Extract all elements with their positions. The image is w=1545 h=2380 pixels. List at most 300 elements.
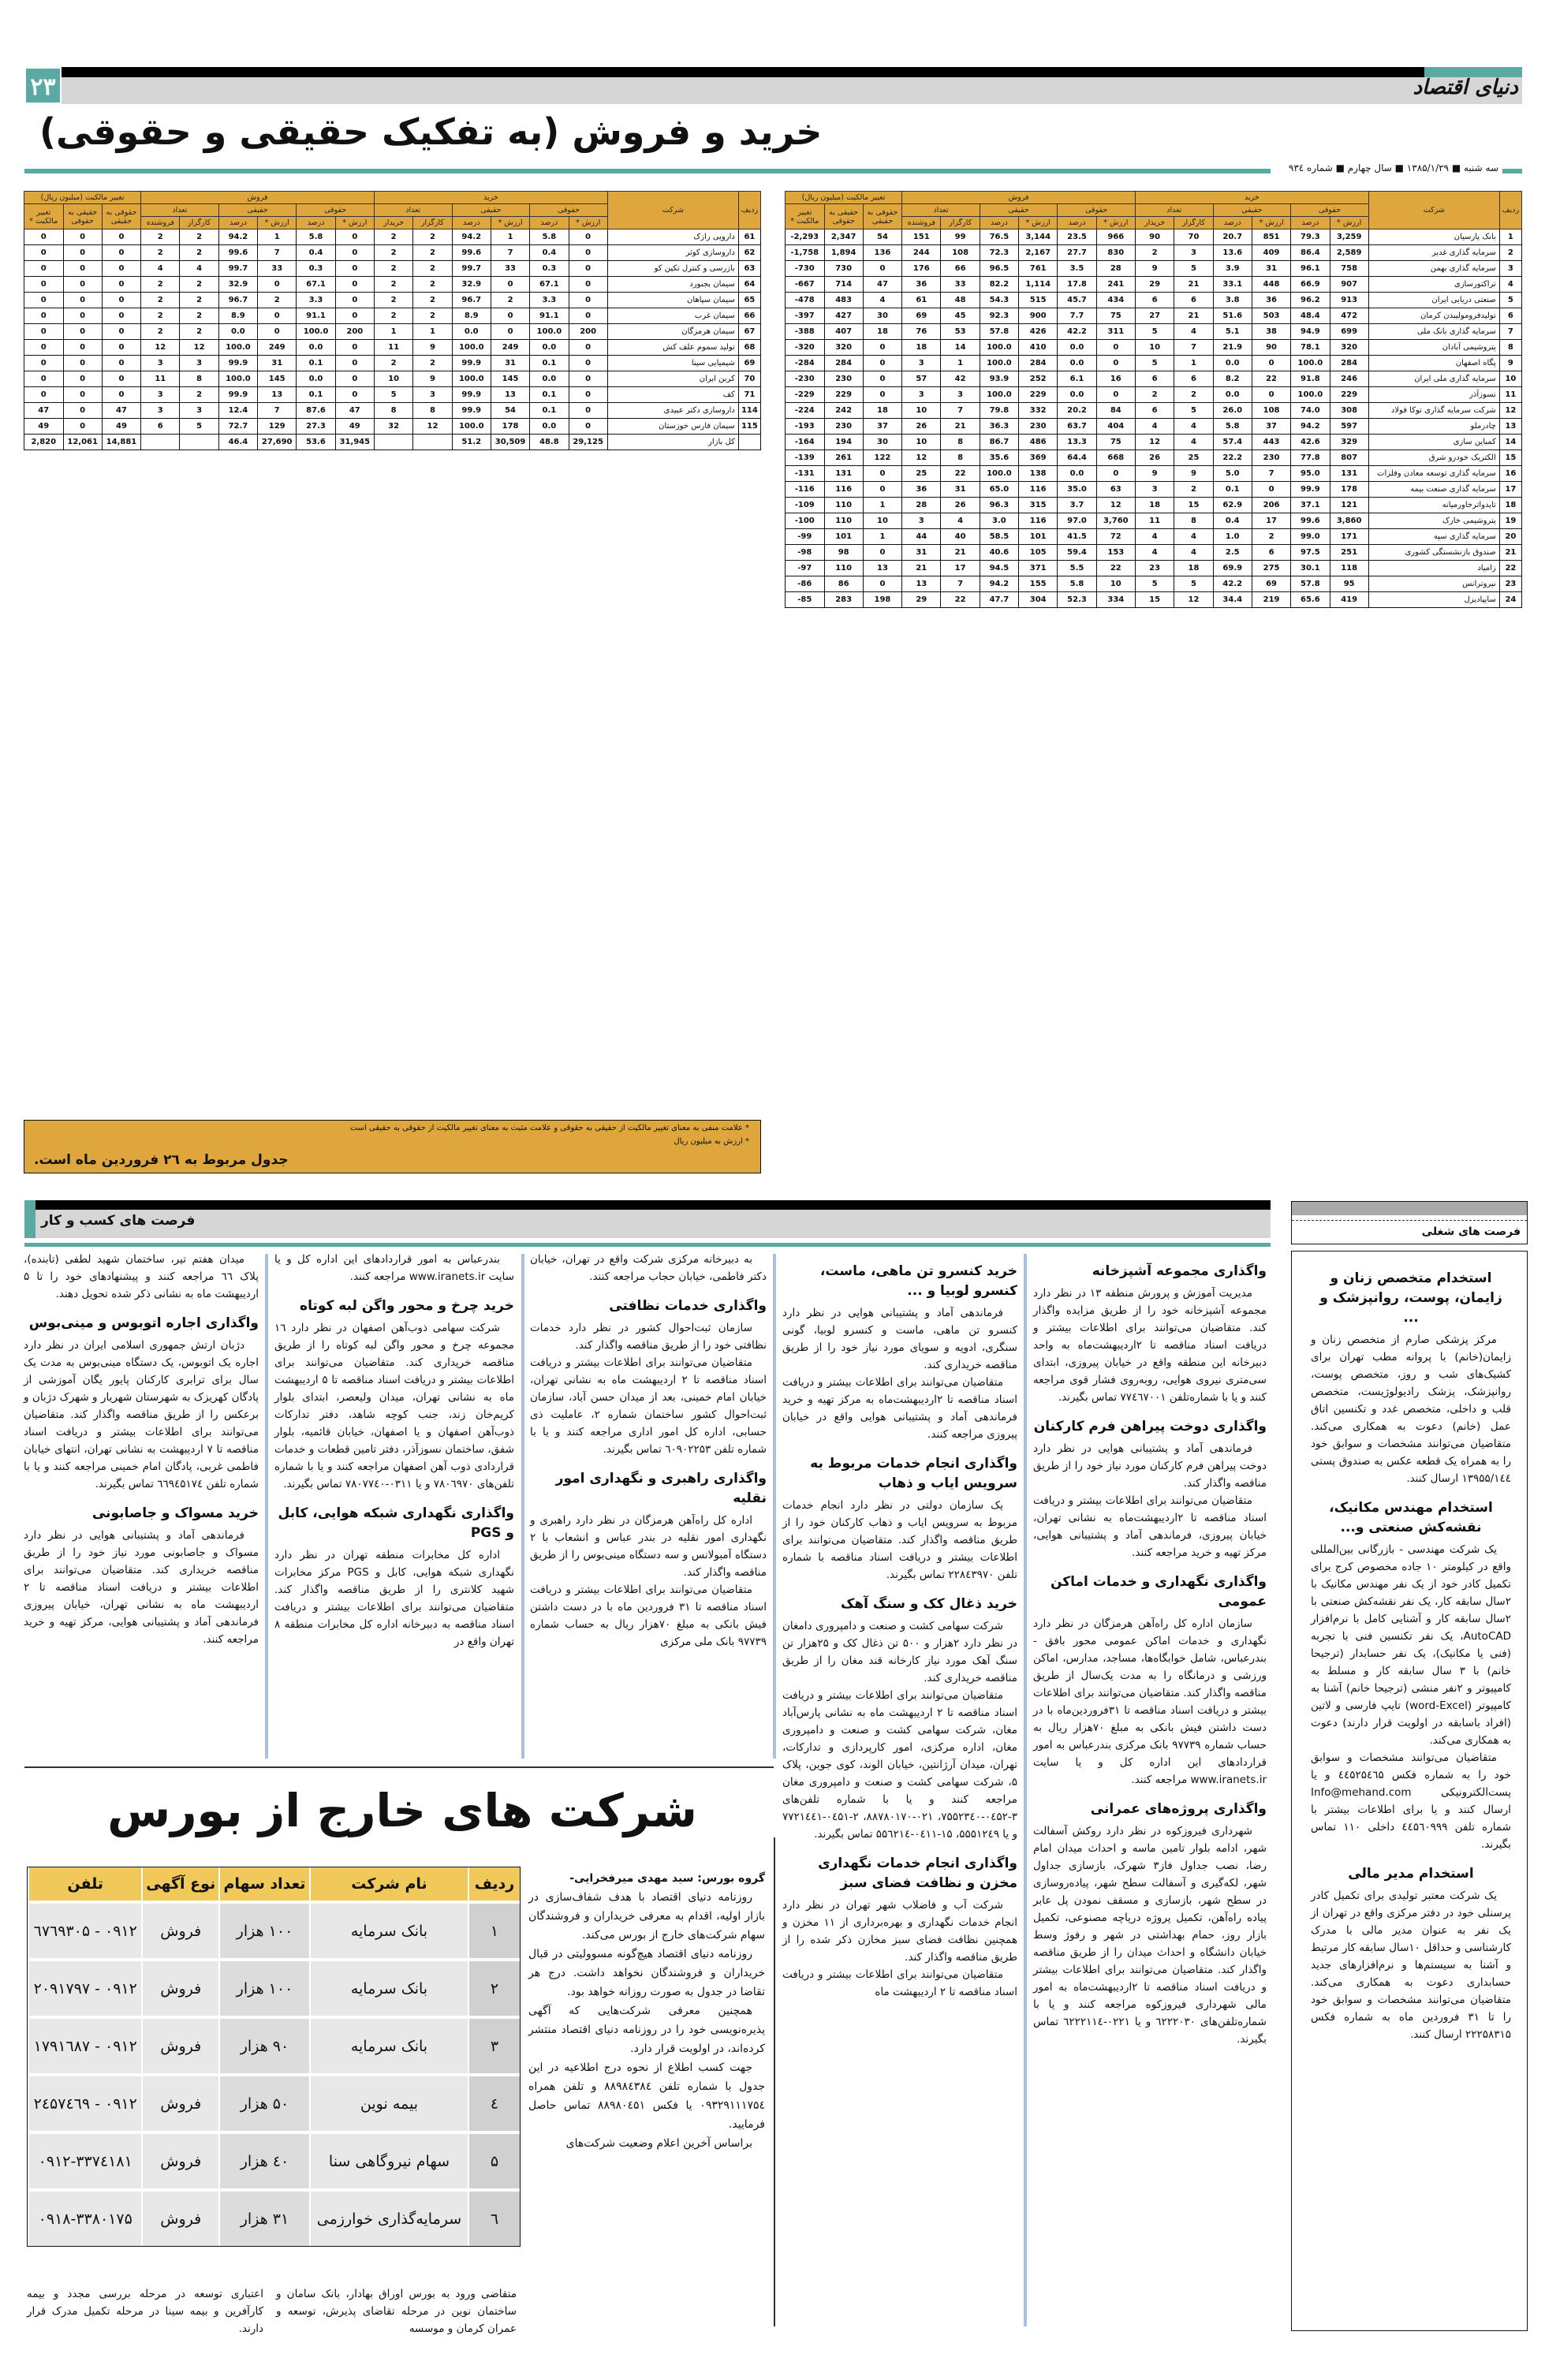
cell-value: 0 (335, 340, 374, 356)
cell-value: 486 (1019, 435, 1058, 450)
cell-value: 4 (863, 293, 901, 308)
company-name: کف (607, 387, 738, 403)
table-row (786, 545, 1522, 561)
otc-rank: ۳ (468, 2016, 520, 2073)
cell-value: 12 (180, 340, 218, 356)
cell-value: 3.3 (530, 293, 569, 308)
otc-header: نام شرکت (309, 1867, 468, 1901)
cell-value: 2 (1135, 387, 1174, 403)
company-name: تایدواترخاورمیانه (1368, 498, 1499, 513)
cell-value: 404 (1096, 419, 1135, 435)
cell-value: 48 (941, 293, 980, 308)
cell-value: 145 (491, 371, 529, 387)
cell-value: 0 (1096, 466, 1135, 482)
cell-value: 12,061 (63, 435, 102, 450)
cell-value: 2 (180, 245, 218, 261)
cell-value: 30 (863, 308, 901, 324)
cell-value: 0 (569, 419, 607, 435)
row-rank: 20 (1499, 529, 1521, 545)
cell-value: 105 (1019, 545, 1058, 561)
cell-value: 35.0 (1058, 482, 1096, 498)
row-rank: 10 (1499, 371, 1521, 387)
otc-ad-type: فروش (141, 2188, 218, 2246)
cell-value: 97.5 (1291, 545, 1330, 561)
table-row (786, 371, 1522, 387)
cell-value: 76.5 (980, 229, 1018, 245)
company-name: پتروشیمی خارک (1368, 513, 1499, 529)
cell-value: 45 (941, 308, 980, 324)
company-name: سایپادیزل (1368, 592, 1499, 608)
cell-value: 230 (1252, 450, 1290, 466)
cell-value: 503 (1252, 308, 1290, 324)
cell-value: 0 (63, 356, 102, 371)
cell-value: 0 (569, 387, 607, 403)
cell-value: 2.5 (1213, 545, 1252, 561)
header-value: ارزش * (335, 217, 374, 229)
cell-value: 99.9 (218, 356, 257, 371)
table-row (24, 324, 761, 340)
cell-value: 200 (335, 324, 374, 340)
cell-value: 0 (102, 293, 140, 308)
masthead-band (24, 77, 1522, 104)
cell-value: 9 (1174, 466, 1213, 482)
cell-value: 25 (1174, 450, 1213, 466)
cell-value: 18 (1174, 561, 1213, 576)
header-rank: ردیف (1499, 192, 1521, 229)
cell-value: -139 (786, 450, 825, 466)
header-natural: حقیقی (218, 204, 297, 217)
cell-value: 9 (413, 340, 452, 356)
cell-value: 25 (902, 466, 941, 482)
cell-value: 0 (63, 293, 102, 308)
otc-row (28, 2188, 520, 2246)
cell-value: 219 (1252, 592, 1290, 608)
ad-item (274, 1296, 514, 1493)
cell-value: 0 (63, 387, 102, 403)
otc-title: شرکت های خارج از بورس (107, 1784, 697, 1837)
cell-value: -230 (786, 371, 825, 387)
cell-value: 0 (24, 277, 64, 293)
company-name: کل بازار (607, 435, 738, 450)
cell-value: 4 (141, 261, 180, 277)
cell-value: 304 (1019, 592, 1058, 608)
cell-value: 6 (141, 419, 180, 435)
header-count: تعداد (374, 204, 452, 217)
ad-body: شرکت سهامی کشت و صنعت و دامپروری دامغان در نظر دارد ۲هزار و ۵۰۰ تن ذغال کک و ۲۵هزار تن سنگ آهک مورد نیاز کارخانه قند مغان را از طریق مناقصه خریداری کند. (782, 1620, 1017, 1684)
cell-value: 13.6 (1213, 245, 1252, 261)
cell-value: 229 (824, 387, 863, 403)
table-row (786, 387, 1522, 403)
header-legal: حقوقی (1058, 204, 1136, 217)
cell-value: 2 (1252, 529, 1290, 545)
cell-value: 63 (1096, 482, 1135, 498)
column-rule (1024, 1254, 1027, 2326)
cell-value: 3,860 (1330, 513, 1368, 529)
cell-value: 48.8 (530, 435, 569, 450)
cell-value: 27 (1135, 308, 1174, 324)
header-count: تعداد (1135, 204, 1213, 217)
row-rank: 66 (738, 308, 760, 324)
cell-value: 315 (1019, 498, 1058, 513)
cell-value: 4 (1135, 419, 1174, 435)
header-ownership-change: تغییر مالکیت (میلیون ریال) (786, 192, 902, 204)
cell-value: 100.0 (297, 324, 335, 340)
cell-value: 153 (1096, 545, 1135, 561)
company-name: چادرملو (1368, 419, 1499, 435)
ad-body: مرکز پزشکی صارم از متخصص زنان و زایمان(خانم) با پروانه مطب تهران برای کشیک‌های شب و روز، متخصص پوست، روانپزشک، پزشک رادیولوژیست، متخصص قلب و داخلی، متخصص غدد و تکنسین اتاق عمل (خانم) دعوت به همکاری می‌کند. متقاضیان می‌توانند مشخصات و سوابق خود را به همراه یک قطعه عکس به صندوق پستی ۱۳۹۵۵/۱٤٤ ارسال کنند. (1311, 1334, 1511, 1485)
cell-value: 0.3 (530, 261, 569, 277)
company-name: کربن ایران (607, 371, 738, 387)
ad-item (530, 1251, 767, 1285)
cell-value: 8 (1174, 513, 1213, 529)
company-name: نسوزآذر (1368, 387, 1499, 403)
cell-value: 515 (1019, 293, 1058, 308)
cell-value: 13 (902, 576, 941, 592)
cell-value: 3.0 (980, 513, 1018, 529)
cell-value: 2 (413, 245, 452, 261)
cell-value: 75 (1096, 435, 1135, 450)
jobs-section-header (1291, 1201, 1528, 1244)
cell-value: 2 (141, 245, 180, 261)
cell-value: 94.2 (1291, 419, 1330, 435)
cell-value: 54.3 (980, 293, 1018, 308)
cell-value: 0 (63, 371, 102, 387)
cell-value: 7 (1174, 340, 1213, 356)
cell-value: 3,144 (1019, 229, 1058, 245)
cell-value: 320 (1330, 340, 1368, 356)
cell-value: 3 (180, 356, 218, 371)
cell-value: 3 (141, 387, 180, 403)
cell-value: 99.7 (452, 261, 491, 277)
cell-value: 0 (102, 371, 140, 387)
row-rank: 8 (1499, 340, 1521, 356)
divider (24, 1243, 1271, 1247)
cell-value: 0 (1096, 356, 1135, 371)
table-row (24, 277, 761, 293)
cell-value: 0 (863, 340, 901, 356)
cell-value: 47 (335, 403, 374, 419)
otc-shares: ۱۰۰ هزار (218, 1901, 309, 1958)
cell-value: 0 (569, 308, 607, 324)
cell-value: 3 (1135, 482, 1174, 498)
cell-value: 2,347 (824, 229, 863, 245)
cell-value: 329 (1330, 435, 1368, 450)
cell-value: 44 (902, 529, 941, 545)
ad-body: متقاضیان می‌توانند برای اطلاعات بیشتر و دریافت اسناد مناقصه تا ۲ اردیبهشت ماه (782, 1968, 1017, 1998)
otc-phone: ۰۹۱۲ - ۱۷۹۱٦۸۷ (28, 2016, 141, 2073)
ad-title: واگذاری نگهداری و خدمات اماکن عمومی (1050, 1574, 1267, 1610)
cell-value: 194 (824, 435, 863, 450)
cell-value: 51.6 (1213, 308, 1252, 324)
cell-value: 21 (1174, 308, 1213, 324)
header-natural: حقیقی (1213, 204, 1291, 217)
divider (24, 1766, 774, 1768)
cell-value: 0.0 (297, 340, 335, 356)
row-rank: 1 (1499, 229, 1521, 245)
otc-rank: ۱ (468, 1901, 520, 1958)
otc-header: تعداد سهام (218, 1867, 309, 1901)
cell-value: 13.3 (1058, 435, 1096, 450)
cell-value: 2 (374, 277, 412, 293)
row-rank: 67 (738, 324, 760, 340)
cell-value: 2,589 (1330, 245, 1368, 261)
cell-value: 0 (335, 371, 374, 387)
cell-value: 0 (102, 308, 140, 324)
cell-value: 7 (941, 403, 980, 419)
ad-title: واگذاری نگهداری شبکه هوایی، کابل و PGS (278, 1505, 514, 1541)
cell-value: 17 (941, 561, 980, 576)
ad-title: استخدام مدیر مالی (1348, 1866, 1474, 1882)
ad-item (1311, 1864, 1511, 2043)
cell-value: 2 (374, 293, 412, 308)
cell-value: 8 (180, 371, 218, 387)
cell-value: 1 (374, 324, 412, 340)
cell-value: 100.0 (218, 340, 257, 356)
cell-value: 49 (24, 419, 64, 435)
ad-title: واگذاری انجام خدمات نگهداری مخزن و نظافت فضای سبز (818, 1856, 1017, 1891)
cell-value: 284 (824, 356, 863, 371)
cell-value: 4 (1174, 435, 1213, 450)
cell-value: 6 (1174, 293, 1213, 308)
cell-value: 3.7 (1058, 498, 1096, 513)
row-rank: 63 (738, 261, 760, 277)
table-row (786, 245, 1522, 261)
table-footnote-box (24, 1120, 761, 1173)
cell-value: 241 (1096, 277, 1135, 293)
row-rank: 70 (738, 371, 760, 387)
cell-value: 31,945 (335, 435, 374, 450)
cell-value: 22 (941, 592, 980, 608)
header-ownership-change: تغییر مالکیت * (786, 204, 825, 229)
cell-value: 52.3 (1058, 592, 1096, 608)
ad-body: متقاضیان می‌توانند برای اطلاعات بیشتر و دریافت اسناد مناقصه تا ۲اردیبهشت‌ماه به نشانی تهران، خیابان پیروزی، فرماندهی آماد و پشتیبانی هوایی، مرکز تهیه و خرید مراجعه کنند. (1033, 1494, 1267, 1559)
section-bar (24, 1200, 1271, 1210)
ad-column-5 (24, 1251, 259, 1648)
header-broker: کارگزار (180, 217, 218, 229)
cell-value: 0 (335, 293, 374, 308)
cell-value: 84 (1096, 403, 1135, 419)
cell-value: 99.9 (1291, 482, 1330, 498)
company-name: کمباین سازی (1368, 435, 1499, 450)
ad-body: سازمان اداره کل راه‌آهن هرمزگان در نظر دارد نگهداری و خدمات اماکن عمومی محور بافق - بندرعباس، شامل خوابگاه‌ها، مساجد، مدارس، اماکن ورزشی و درمانگاه را به مدت یک‌سال از طریق مناقصه واگذار کند. متقاضیان می‌توانند برای اطلاعات بیشتر و دریافت اسناد مناقصه تا ۳۱فروردین‌ماه با در دست داشتن فیش بانکی به مبلغ ۷۰هزار ریال به حساب شماره ۹۷۷۳۹ بانک مرکزی بندرعباس به امور قراردادهای این اداره کل و یا سایت www.iranets.ir مراجعه کنند. (1033, 1617, 1267, 1786)
cell-value: 17 (1252, 513, 1290, 529)
cell-value: 0 (569, 245, 607, 261)
ad-column-3 (530, 1251, 767, 1651)
divider (1502, 169, 1522, 173)
cell-value: -109 (786, 498, 825, 513)
cell-value: 6 (1135, 293, 1174, 308)
header-value: ارزش * (1019, 217, 1058, 229)
otc-row (28, 2073, 520, 2131)
cell-value: 10 (374, 371, 412, 387)
row-rank: 11 (1499, 387, 1521, 403)
cell-value: 18 (902, 340, 941, 356)
otc-header-row (28, 1867, 520, 1901)
cell-value: 0 (63, 229, 102, 245)
cell-value: 12 (902, 450, 941, 466)
cell-value: 35.6 (980, 450, 1018, 466)
cell-value: 79.8 (980, 403, 1018, 419)
row-rank: 23 (1499, 576, 1521, 592)
cell-value: 30,509 (491, 435, 529, 450)
cell-value: 63.7 (1058, 419, 1096, 435)
cell-value: 246 (1330, 371, 1368, 387)
table-row (786, 576, 1522, 592)
cell-value: 27,690 (258, 435, 297, 450)
company-name: نیروترانس (1368, 576, 1499, 592)
cell-value: 0 (1252, 356, 1290, 371)
cell-value: 46.4 (218, 435, 257, 450)
header-company: شرکت (607, 192, 738, 229)
cell-value: 99.9 (218, 387, 257, 403)
cell-value: -116 (786, 482, 825, 498)
cell-value: -397 (786, 308, 825, 324)
cell-value: 0 (63, 261, 102, 277)
cell-value: 66 (941, 261, 980, 277)
cell-value: 91.1 (530, 308, 569, 324)
cell-value: 12 (1174, 592, 1213, 608)
company-name: صندوق بازنشستگی کشوری (1368, 545, 1499, 561)
cell-value: 0 (1252, 482, 1290, 498)
cell-value: 101 (1019, 529, 1058, 545)
header-value: ارزش * (1252, 217, 1290, 229)
cell-value: 110 (824, 498, 863, 513)
cell-value: 122 (863, 450, 901, 466)
cell-value: 70 (1174, 229, 1213, 245)
header-row (786, 192, 1522, 204)
cell-value: 448 (1252, 277, 1290, 293)
cell-value: 33 (258, 261, 297, 277)
cell-value: 26 (1135, 450, 1174, 466)
cell-value: 99.9 (452, 387, 491, 403)
row-rank: 15 (1499, 450, 1521, 466)
otc-shares: ۹۰ هزار (218, 2016, 309, 2073)
otc-table (27, 1867, 521, 2247)
cell-value: 0.4 (1213, 513, 1252, 529)
cell-value: 699 (1330, 324, 1368, 340)
header-natural: حقیقی (452, 204, 530, 217)
cell-value: 0 (63, 245, 102, 261)
cell-value: 230 (1019, 419, 1058, 435)
cell-value: 2 (141, 229, 180, 245)
cell-value (180, 435, 218, 450)
otc-phone: ۰۹۱۲ - ٦۷٦۹۳۰۵ (28, 1901, 141, 1958)
ad-body: سازمان ثبت‌احوال کشور در نظر دارد خدمات نظافتی خود را از طریق مناقصه واگذار کند. (530, 1322, 767, 1352)
footnote-date: جدول مربوط به ۲٦ فروردین ماه است. (34, 1152, 289, 1168)
cell-value: 12 (1135, 435, 1174, 450)
cell-value: 98 (824, 545, 863, 561)
cell-value: 8.9 (452, 308, 491, 324)
cell-value: 7.7 (1058, 308, 1096, 324)
cell-value: 0 (102, 324, 140, 340)
cell-value: 200 (569, 324, 607, 340)
cell-value: 0 (863, 387, 901, 403)
cell-value: 66.9 (1291, 277, 1330, 293)
cell-value: 31 (902, 545, 941, 561)
cell-value: 371 (1019, 561, 1058, 576)
ad-body: متقاضیان می‌توانند برای اطلاعات بیشتر و دریافت اسناد مناقصه تا ۲ اردیبهشت ماه به نشانی تهران، خیابان امام خمینی، بعد از میدان حسن آباد، سازمان ثبت‌احوال کشور ساختمان شماره ۲، عاملیت ذی حسابی، اداره کل امور اداری مراجعه کنند و یا با شماره تلفن ٦۰۹۰۲۲۵۳ تماس بگیرند. (530, 1356, 767, 1456)
cell-value: 28 (1096, 261, 1135, 277)
cell-value: 87.6 (297, 403, 335, 419)
ad-title: واگذاری انجام خدمات مربوط به سرویس ایاب و ذهاب (810, 1456, 1017, 1491)
header-percent: درصد (452, 217, 491, 229)
table-row (786, 450, 1522, 466)
ad-body: فرماندهی آماد و پشتیبانی هوایی در نظر دارد مسواک و جاصابونی مورد نیاز خود را از طریق مناقصه خریداری کند. متقاضیان می‌توانند برای اطلاعات بیشتر و دریافت اسناد مناقصه تا ۲ اردیبهشت ماه به نشانی تهران، خیابان پیروزی فرماندهی آماد و پشتیبانی هوایی، مرکز تهیه و خرید مراجعه کنند. (24, 1529, 259, 1646)
ad-item (1033, 1417, 1267, 1561)
row-rank: 13 (1499, 419, 1521, 435)
otc-ad-type: فروش (141, 1901, 218, 1958)
cell-value: 730 (824, 261, 863, 277)
row-rank: 9 (1499, 356, 1521, 371)
row-rank: 6 (1499, 308, 1521, 324)
cell-value: 1,894 (824, 245, 863, 261)
cell-value: 30.1 (1291, 561, 1330, 576)
cell-value: 8 (413, 403, 452, 419)
cell-value: 283 (824, 592, 863, 608)
cell-value: 100.0 (452, 340, 491, 356)
cell-value: 0.0 (1058, 387, 1096, 403)
table-row (786, 293, 1522, 308)
cell-value: 0 (102, 261, 140, 277)
cell-value: 249 (491, 340, 529, 356)
cell-value: 668 (1096, 450, 1135, 466)
ad-item (24, 1504, 259, 1648)
ad-body: شرکت سهامی ذوب‌آهن اصفهان در نظر دارد ۱٦ مجموعه چرخ و محور واگن لبه کوتاه را از طریق مناقصه خریداری کند. متقاضیان می‌توانند برای اطلاعات بیشتر و دریافت اسناد مناقصه تا ۵ اردیبهشت ماه به نشانی تهران، میدان ولیعصر، ابتدای بلوار کریم‌خان زند، جنب کوچه شاهد، دفتر تدارکات ذوب‌آهن اصفهان و یا اصفهان، خیابان قائمیه، بلوار شفق، ساختمان نسوزآذر، دفتر تامین قطعات و خدمات قراردادی ذوب آهن اصفهان مراجعه کنند و یا با شماره تلفن‌های ۷۸۰٦۹۷۰ و یا ۰۳۱۱-۷۸۰۷۷٤۰ تماس بگیرند. (274, 1322, 514, 1490)
cell-value: 1 (491, 229, 529, 245)
row-rank: 3 (1499, 261, 1521, 277)
cell-value: 72.7 (218, 419, 257, 435)
cell-value: 0 (24, 324, 64, 340)
ad-body: متقاضیان می‌توانند برای اطلاعات بیشتر و دریافت اسناد مناقصه تا ۳۱ فروردین ماه با در دست داشتن فیش بانکی به مبلغ ۷۰هزار ریال به حساب شماره ۹۷۷۳۹ بانک ملی مرکزی (530, 1584, 767, 1648)
header-value: ارزش * (258, 217, 297, 229)
row-rank: 71 (738, 387, 760, 403)
cell-value: 15 (1174, 498, 1213, 513)
ad-title: استخدام متخصص زنان و زایمان، پوست، روانپزشک و ... (1319, 1270, 1502, 1326)
company-name: پتروشیمی آبادان (1368, 340, 1499, 356)
cell-value: 714 (824, 277, 863, 293)
cell-value: 40 (941, 529, 980, 545)
row-rank: 68 (738, 340, 760, 356)
cell-value: 72.3 (980, 245, 1018, 261)
header-percent: درصد (218, 217, 257, 229)
cell-value: 32.9 (452, 277, 491, 293)
cell-value: 900 (1019, 308, 1058, 324)
company-name: تراکتورسازی (1368, 277, 1499, 293)
cell-value: 229 (1330, 387, 1368, 403)
cell-value: 47 (102, 403, 140, 419)
company-name: داروسازی دکتر عبیدی (607, 403, 738, 419)
row-rank: 21 (1499, 545, 1521, 561)
cell-value: 320 (824, 340, 863, 356)
cell-value: 45.7 (1058, 293, 1096, 308)
company-name: داروسازی کوثر (607, 245, 738, 261)
otc-phone: ۰۹۱۲-۳۳۷٤۱۸۱ (28, 2131, 141, 2188)
company-name: شیمیایی سینا (607, 356, 738, 371)
cell-value: 1 (863, 498, 901, 513)
cell-value: 91.1 (297, 308, 335, 324)
cell-value: 69 (1252, 576, 1290, 592)
cell-value: 99.7 (218, 261, 257, 277)
cell-value: -131 (786, 466, 825, 482)
cell-value: -2,293 (786, 229, 825, 245)
cell-value: 2 (180, 324, 218, 340)
cell-value: 91.8 (1291, 371, 1330, 387)
cell-value: 64.4 (1058, 450, 1096, 466)
cell-value: 0.0 (1058, 466, 1096, 482)
company-name: سرمایه گذاری صنعت بیمه (1368, 482, 1499, 498)
cell-value: 0 (569, 277, 607, 293)
newspaper-logo: دنیای اقتصاد (1413, 76, 1518, 99)
